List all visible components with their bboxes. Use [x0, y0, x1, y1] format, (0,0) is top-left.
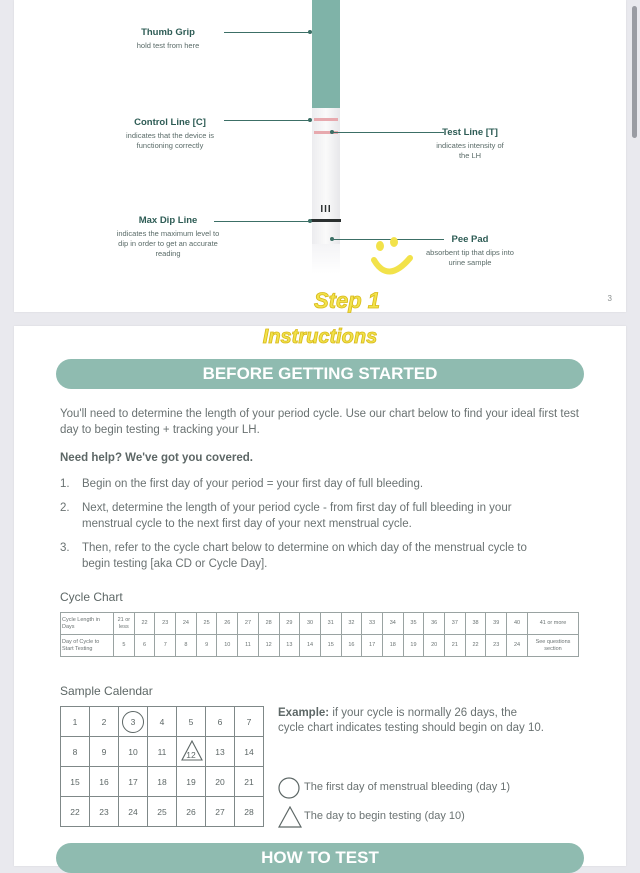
scrollbar-thumb[interactable] [632, 6, 637, 138]
cycle-length-cell: 39 [486, 613, 507, 635]
triangle-icon [278, 806, 302, 828]
control-line-mark [314, 118, 338, 121]
cycle-length-cell: 31 [320, 613, 341, 635]
pee-pad-callout: Pee Pad absorbent tip that dips into urine sample [426, 234, 514, 267]
thumb-grip-strip [312, 0, 340, 108]
cycle-length-cell: 30 [300, 613, 321, 635]
calendar-day: 6 [206, 707, 235, 737]
calendar-day: 5 [177, 707, 206, 737]
cycle-length-cell: 34 [382, 613, 403, 635]
cycle-chart-title: Cycle Chart [60, 590, 123, 604]
calendar-day: 4 [148, 707, 177, 737]
calendar-day: 9 [90, 737, 119, 767]
start-day-cell: 11 [238, 635, 259, 657]
cycle-length-cell: 26 [217, 613, 238, 635]
cycle-length-label: Cycle Length in Days [61, 613, 114, 635]
before-getting-started-banner: BEFORE GETTING STARTED [56, 359, 584, 389]
calendar-day-circled: 3 [119, 707, 148, 737]
start-day-cell: 9 [196, 635, 217, 657]
cycle-length-cell: 27 [238, 613, 259, 635]
start-day-cell: 17 [362, 635, 383, 657]
cycle-length-cell: 38 [465, 613, 486, 635]
pee-pad-tip [312, 244, 340, 274]
calendar-day: 8 [61, 737, 90, 767]
calendar-day: 10 [119, 737, 148, 767]
cycle-length-cell: 33 [362, 613, 383, 635]
start-day-cell: 24 [507, 635, 528, 657]
cycle-length-cell: 29 [279, 613, 300, 635]
start-day-cell: 7 [155, 635, 176, 657]
start-day-label: Day of Cycle to Start Testing [61, 635, 114, 657]
scrollbar[interactable] [630, 0, 638, 856]
calendar-day: 21 [235, 767, 264, 797]
calendar-day: 22 [61, 797, 90, 827]
cycle-length-cell: 41 or more [528, 613, 579, 635]
start-day-cell: 20 [424, 635, 445, 657]
cycle-length-cell: 25 [196, 613, 217, 635]
calendar-day: 19 [177, 767, 206, 797]
max-dip-bar [311, 219, 341, 222]
calendar-day: 18 [148, 767, 177, 797]
page-number: 3 [607, 294, 612, 303]
start-day-cell: 12 [258, 635, 279, 657]
start-day-cell: 23 [486, 635, 507, 657]
calendar-day: 7 [235, 707, 264, 737]
step-label: Step 1 [314, 288, 381, 313]
instructions-heading: Instructions [262, 326, 378, 348]
start-day-cell: 10 [217, 635, 238, 657]
start-day-cell: 19 [403, 635, 424, 657]
cycle-length-cell: 35 [403, 613, 424, 635]
intro-text: You'll need to determine the length of your period cycle. Use our chart below to find your ideal first test day to begin testing + tracking your LH. [60, 408, 579, 436]
max-dip-callout: Max Dip Line indicates the maximum level to dip in order to get an accurate reading [116, 215, 220, 258]
calendar-day: 13 [206, 737, 235, 767]
page-3 [14, 0, 626, 312]
calendar-day: 2 [90, 707, 119, 737]
cycle-length-cell: 21 or less [114, 613, 135, 635]
calendar-day: 28 [235, 797, 264, 827]
circle-icon [278, 777, 300, 799]
calendar-day-triangled: 12 [177, 737, 206, 767]
calendar-day: 27 [206, 797, 235, 827]
cycle-length-cell: 40 [507, 613, 528, 635]
cycle-length-cell: 22 [134, 613, 155, 635]
calendar-day: 25 [148, 797, 177, 827]
help-text: Need help? We've got you covered. [60, 452, 253, 464]
cycle-chart [60, 612, 579, 657]
start-day-cell: 8 [176, 635, 197, 657]
cycle-length-cell: 23 [155, 613, 176, 635]
start-day-cell: See questions section [528, 635, 579, 657]
calendar-day: 16 [90, 767, 119, 797]
calendar-day: 14 [235, 737, 264, 767]
dip-marks: III [320, 204, 332, 215]
calendar-day: 23 [90, 797, 119, 827]
start-day-cell: 14 [300, 635, 321, 657]
start-day-cell: 22 [465, 635, 486, 657]
calendar-day: 17 [119, 767, 148, 797]
start-day-cell: 6 [134, 635, 155, 657]
page-4: Instructions BEFORE GETTING STARTED You'll need to determine the length of your period cycle. Use our chart below to find your ideal first test day to begin testing + tracking your LH. Need help? We've got you covered. 1. Begin on the first day of your period = your first day of full bleeding. 2. Next, determine the length of your period cycle - from first day of full bleeding in your menstrual cycle to the next first day of your next menstrual cycle. 3. Then, refer to the cycle chart below to determine on which day of the menstrual cycle to begin testing [aka CD or Cycle Day]. Cycle Chart Cycle Length in Days 21 or less 22 23 24 25 26 27 28 29 30 31 32 33 34 35 36 37 38 39 40 41 or more Day of Cycle to Start Testing 5 6 7 8 9 10 11 12 13 14 15 16 17 18 19 20 21 22 23 24 See questions section Sample Calendar 1 2 3 4 5 6 7 8 9 10 11 12 13 14 15 16 17 18 19 20 21 22 23 24 25 26 27 28 Example: if your cycle is normally 26 days, the cycle chart indicates testing should begin on day 10. The first day of menstrual bleeding (day 1) The day to begin testing (day 10) HOW TO TEST [14, 326, 626, 866]
how-to-test-banner: HOW TO TEST [56, 843, 584, 873]
control-line-callout: Control Line [C] indicates that the device is functioning correctly [126, 117, 214, 150]
calendar-day: 1 [61, 707, 90, 737]
cycle-length-cell: 32 [341, 613, 362, 635]
start-day-cell: 21 [445, 635, 466, 657]
sample-calendar [60, 706, 264, 827]
example-text: Example: if your cycle is normally 26 days, the cycle chart indicates testing should begin on day 10. [278, 707, 544, 734]
calendar-day: 11 [148, 737, 177, 767]
start-day-cell: 13 [279, 635, 300, 657]
start-day-cell: 15 [320, 635, 341, 657]
smiley-icon [370, 236, 430, 286]
calendar-day: 20 [206, 767, 235, 797]
cycle-length-cell: 37 [445, 613, 466, 635]
calendar-day: 24 [119, 797, 148, 827]
calendar-day: 26 [177, 797, 206, 827]
cycle-length-cell: 36 [424, 613, 445, 635]
test-line-callout: Test Line [T] indicates intensity of the LH [436, 127, 504, 160]
cycle-length-cell: 24 [176, 613, 197, 635]
start-day-cell: 16 [341, 635, 362, 657]
start-day-cell: 5 [114, 635, 135, 657]
thumb-grip-callout: Thumb Grip hold test from here [136, 27, 200, 50]
cycle-length-cell: 28 [258, 613, 279, 635]
calendar-day: 15 [61, 767, 90, 797]
start-day-cell: 18 [382, 635, 403, 657]
sample-calendar-title: Sample Calendar [60, 684, 153, 698]
